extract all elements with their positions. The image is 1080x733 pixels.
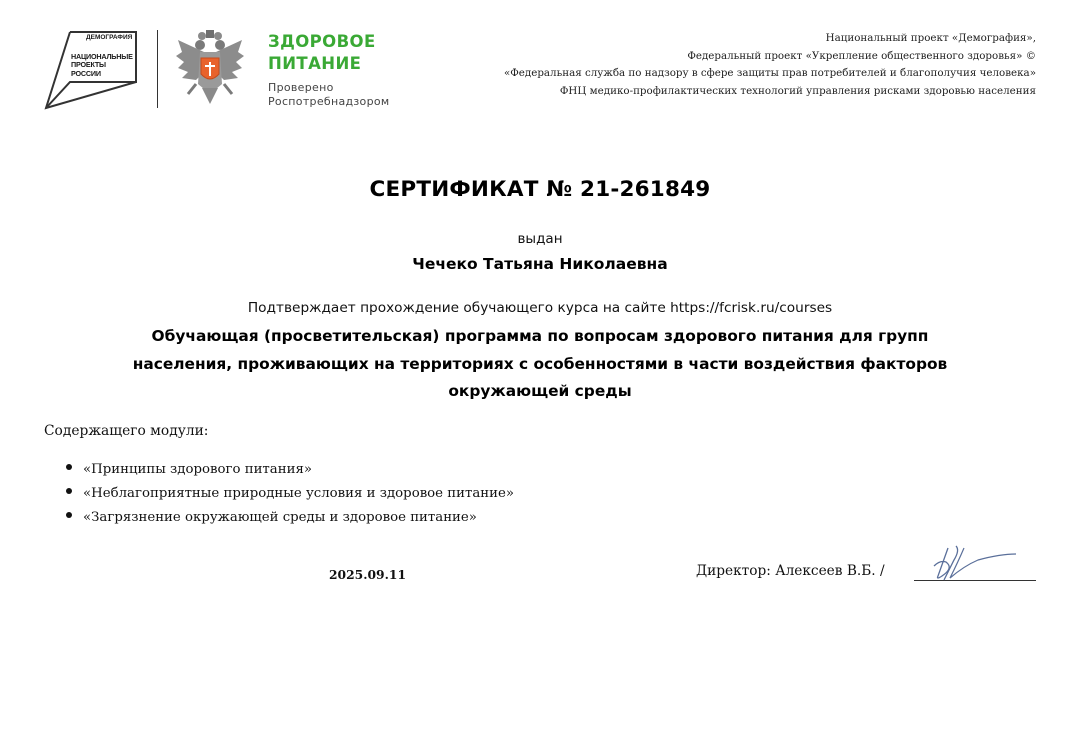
list-item: «Загрязнение окружающей среды и здоровое питание» [66, 507, 514, 531]
list-item: «Принципы здорового питания» [66, 459, 514, 483]
national-projects-logo [44, 30, 144, 110]
logo-divider [157, 30, 158, 108]
healthy-nutrition-brand-subtitle: Проверено Роспотребнадзором [268, 81, 390, 108]
header-line: Национальный проект «Демография», [825, 32, 1036, 44]
bullet-icon [66, 464, 72, 470]
header-line: ФНЦ медико-профилактических технологий управления рисками здоровью населения [559, 84, 1036, 97]
header-organizations [416, 30, 1036, 100]
recipient-name: Чечеко Татьяна Николаевна [412, 255, 668, 273]
modules-list [66, 459, 514, 531]
issue-date: 2025.09.11 [329, 567, 407, 582]
header-line: «Федеральная служба по надзору в сфере защиты прав потребителей и благополучия человека» [503, 67, 1036, 80]
program-title: Обучающая (просветительская) программа по вопросам здорового питания для групп населения, проживающих на территориях с особенностями в части воздействия факторов окружающей среды [132, 327, 948, 400]
certificate-title: СЕРТИФИКАТ № 21-261849 [369, 177, 711, 202]
modules-label: Содержащего модули: [44, 423, 209, 439]
list-item: «Неблагоприятные природные условия и здоровое питание» [66, 483, 514, 507]
issued-label: выдан [517, 231, 563, 247]
header-line: Федеральный проект «Укрепление общественного здоровья» © [687, 49, 1036, 62]
bullet-icon [66, 512, 72, 518]
russian-eagle-emblem-icon [174, 28, 246, 110]
confirmation-text: Подтверждает прохождение обучающего курса на сайте https://fcrisk.ru/courses [247, 300, 833, 316]
national-projects-text: НАЦИОНАЛЬНЫЕ ПРОЕКТЫ РОССИИ [71, 52, 133, 78]
healthy-nutrition-brand-title: ЗДОРОВОЕ ПИТАНИЕ [268, 32, 376, 73]
bullet-icon [66, 488, 72, 494]
director-label: Директор: Алексеев В.Б. / [696, 563, 885, 579]
director-signature [920, 540, 1030, 585]
national-projects-demography-label: ДЕМОГРАФИЯ [86, 34, 133, 41]
